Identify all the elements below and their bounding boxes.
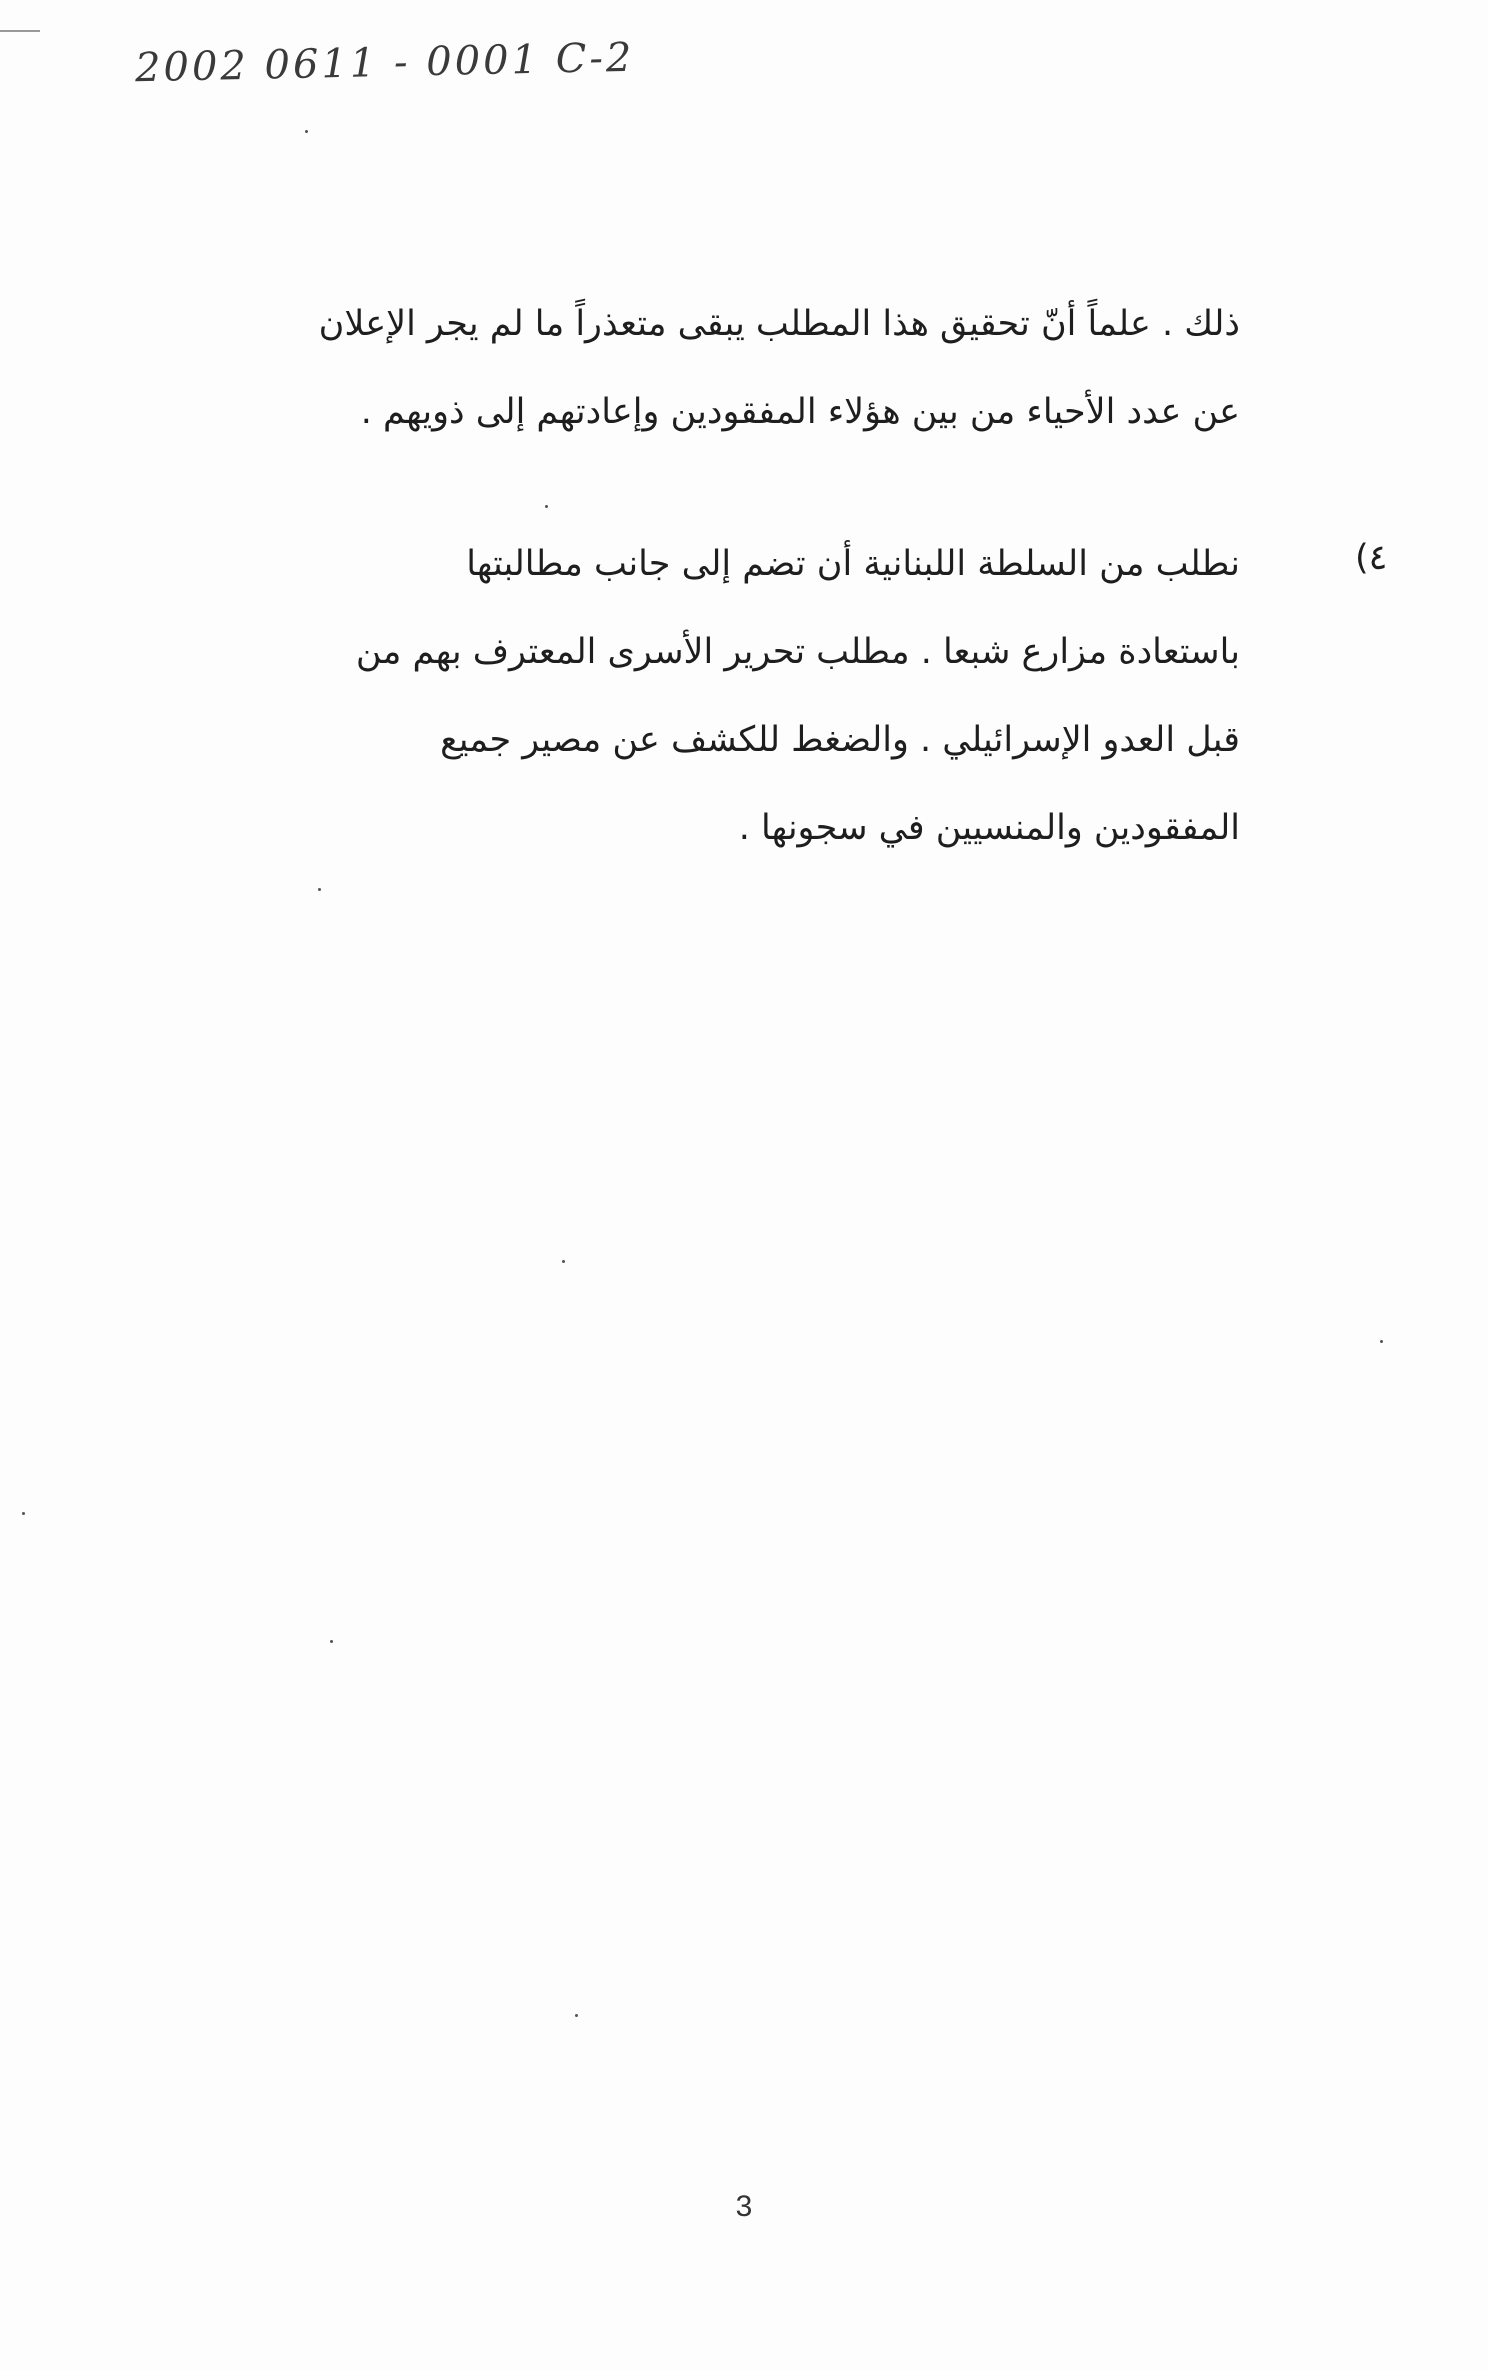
handwritten-reference-code: 2002 0611 - 0001 C-2: [134, 34, 635, 92]
scan-edge-mark: [0, 30, 40, 32]
scan-speck: [545, 505, 548, 508]
page-number: 3: [735, 2190, 753, 2223]
scan-speck: [330, 1640, 333, 1643]
scan-speck: [318, 888, 321, 891]
scan-speck: [562, 1260, 565, 1263]
paragraph-line: نطلب من السلطة اللبنانية أن تضم إلى جانب مطالبتها: [466, 544, 1240, 584]
paragraph-line: باستعادة مزارع شبعا . مطلب تحرير الأسرى المعترف بهم من: [355, 632, 1240, 672]
scan-speck: [22, 1512, 25, 1515]
paragraph-continuation: [70, 280, 1240, 456]
item-number: ٤): [1355, 538, 1388, 578]
paragraph-item-4: [70, 520, 1240, 872]
paragraph-line: عن عدد الأحياء من بين هؤلاء المفقودين وإعادتهم إلى ذويهم .: [360, 392, 1240, 432]
paragraph-line: قبل العدو الإسرائيلي . والضغط للكشف عن مصير جميع: [440, 720, 1240, 760]
scan-speck: [575, 2014, 578, 2017]
scan-speck: [305, 130, 308, 133]
scan-speck: [1380, 1340, 1383, 1343]
paragraph-line: ذلك . علماً أنّ تحقيق هذا المطلب يبقى متعذراً ما لم يجر الإعلان: [318, 304, 1240, 344]
paragraph-line: المفقودين والمنسيين في سجونها .: [738, 808, 1240, 848]
